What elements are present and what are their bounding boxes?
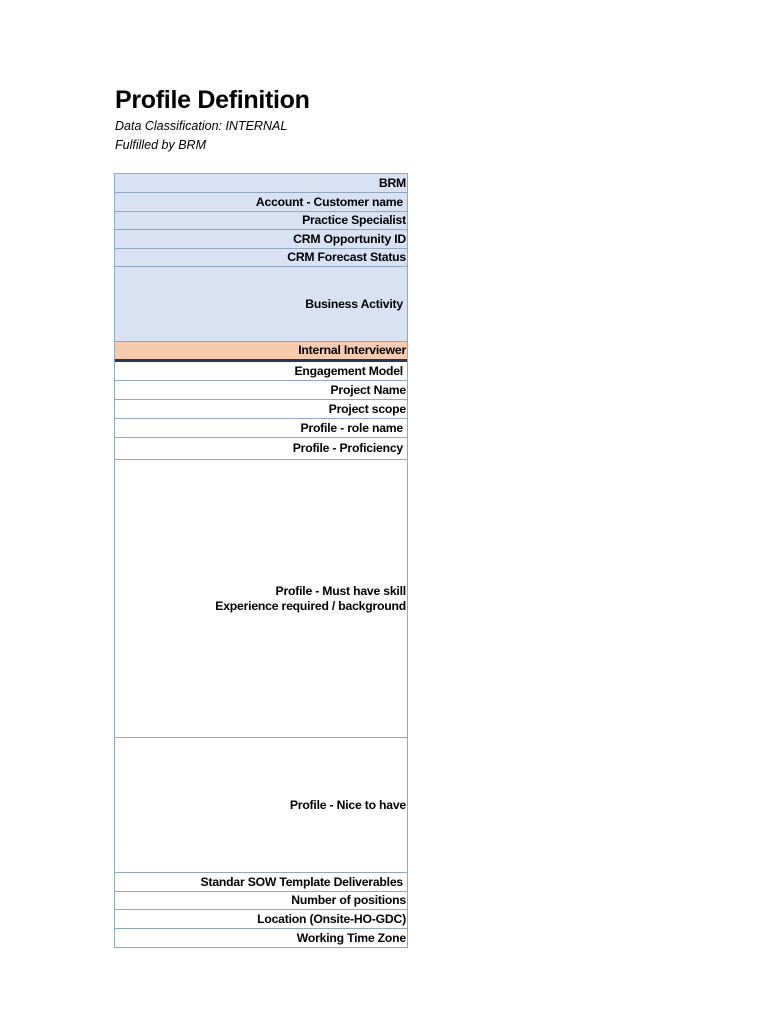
row-internal-interviewer[interactable] (115, 342, 407, 362)
row-working-time-zone[interactable] (115, 929, 407, 948)
label-profile-role-name: Profile - role name (300, 420, 403, 435)
row-number-of-positions[interactable] (115, 892, 407, 910)
row-profile-role-name[interactable] (115, 419, 407, 438)
label-nice-to-have: Profile - Nice to have (289, 797, 406, 812)
row-engagement-model[interactable] (115, 362, 407, 381)
row-business-activity[interactable] (115, 267, 407, 342)
label-brm: BRM (378, 175, 406, 190)
must-have-skill-label-group (215, 584, 406, 614)
label-must-have-skill: Profile - Must have skill (275, 583, 406, 598)
label-account-customer-name: Account - Customer name (255, 194, 403, 209)
row-crm-forecast-status[interactable] (115, 249, 407, 267)
row-practice-specialist[interactable] (115, 212, 407, 230)
fulfilled-by: Fulfilled by BRM (115, 138, 206, 152)
profile-definition-form (114, 173, 408, 948)
label-sow-deliverables: Standar SOW Template Deliverables (200, 874, 403, 889)
row-sow-deliverables[interactable] (115, 873, 407, 892)
label-crm-opportunity-id: CRM Opportunity ID (293, 231, 406, 246)
data-classification: Data Classification: INTERNAL (115, 119, 288, 133)
row-profile-must-have-skill[interactable] (115, 460, 407, 738)
label-project-name: Project Name (330, 382, 406, 397)
row-project-name[interactable] (115, 381, 407, 400)
label-profile-proficiency: Profile - Proficiency (292, 441, 403, 455)
page-title: Profile Definition (115, 86, 310, 114)
label-working-time-zone: Working Time Zone (296, 930, 406, 945)
label-experience-required: Experience required / background (215, 598, 406, 613)
label-practice-specialist: Practice Specialist (302, 213, 406, 227)
row-profile-proficiency[interactable] (115, 438, 407, 460)
label-business-activity: Business Activity (305, 296, 403, 311)
label-crm-forecast-status: CRM Forecast Status (287, 250, 406, 264)
label-project-scope: Project scope (328, 401, 406, 416)
label-location: Location (Onsite-HO-GDC) (257, 911, 406, 926)
row-brm[interactable] (115, 174, 407, 193)
row-project-scope[interactable] (115, 400, 407, 419)
row-profile-nice-to-have[interactable] (115, 738, 407, 873)
row-location[interactable] (115, 910, 407, 929)
label-engagement-model: Engagement Model (294, 363, 403, 378)
row-account-customer-name[interactable] (115, 193, 407, 212)
label-internal-interviewer: Internal Interviewer (298, 343, 406, 357)
label-number-of-positions: Number of positions (291, 893, 406, 907)
row-crm-opportunity-id[interactable] (115, 230, 407, 249)
